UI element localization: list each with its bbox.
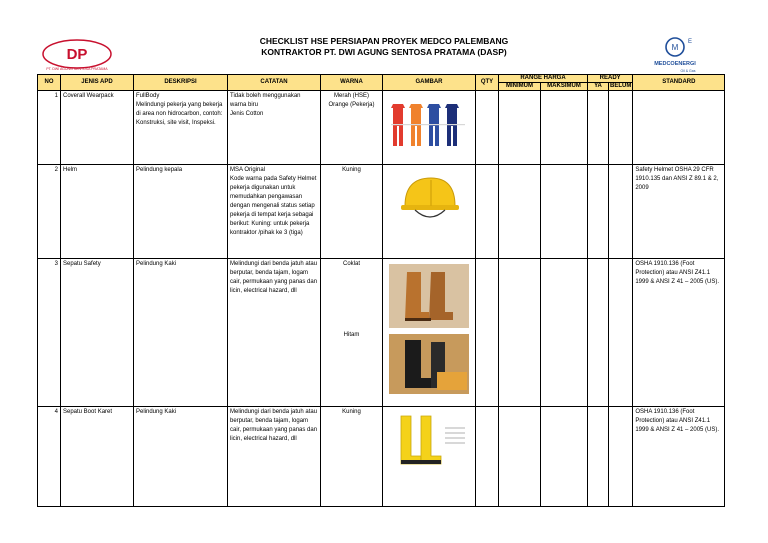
row-standard: Safety Helmet OSHA 29 CFR 1910.135 dan ANSI Z 89.1 & 2, 2009 [633, 165, 725, 259]
row-no: 2 [38, 165, 61, 259]
row-warna-2: Hitam [343, 332, 360, 338]
col-header-range-harga: RANGE HARGA [499, 75, 588, 83]
row-no: 4 [38, 407, 61, 507]
row-jenis: Sepatu Boot Karet [61, 407, 134, 507]
row-standard: OSHA 1910.136 (Foot Protection) atau ANSI Z41.1 1999 & ANSI Z 41 – 2005 (US). [633, 259, 725, 407]
col-header-catatan: CATATAN [228, 75, 321, 91]
table-row [38, 91, 725, 165]
page-subtitle: KONTRAKTOR PT. DWI AGUNG SENTOSA PRATAMA (DASP) [261, 47, 507, 57]
col-header-maksimum: MAKSIMUM [541, 83, 588, 91]
apd-checklist-table [37, 74, 725, 507]
row-ya[interactable] [588, 407, 609, 507]
row-gambar [383, 259, 476, 407]
row-warna: Merah (HSE) Orange (Pekerja) [321, 91, 383, 165]
row-min[interactable] [499, 165, 541, 259]
row-gambar [383, 407, 476, 507]
svg-text:M: M [671, 43, 679, 52]
svg-text:MEDCOENERGI: MEDCOENERGI [654, 61, 696, 67]
row-min[interactable] [499, 407, 541, 507]
col-header-no: NO [38, 75, 61, 91]
col-header-standard: STANDARD [633, 75, 725, 91]
row-ya[interactable] [588, 91, 609, 165]
row-warna: Kuning [321, 165, 383, 259]
row-ya[interactable] [588, 259, 609, 407]
page-title: CHECKLIST HSE PERSIAPAN PROYEK MEDCO PALEMBANG [259, 36, 509, 46]
row-max[interactable] [541, 407, 588, 507]
row-catatan: MSA Original Kode warna pada Safety Helmet pekerja digunakan untuk memudahkan pengawasan dengan mengenali status setiap pekerja di tempat kerja sebagai berikut: Kuning: untuk pekerja kontraktor /pihak ke 3 (tiga) [228, 165, 321, 259]
row-no: 3 [38, 259, 61, 407]
row-gambar [383, 91, 476, 165]
row-warna [321, 259, 383, 407]
row-standard [633, 91, 725, 165]
row-qty[interactable] [476, 91, 499, 165]
col-header-warna: WARNA [321, 75, 383, 91]
safety-boots-icon [387, 262, 471, 330]
row-jenis: Helm [61, 165, 134, 259]
row-max[interactable] [541, 259, 588, 407]
row-catatan: Melindungi dari benda jatuh atau berputar, benda tajam, logam cair, permukaan yang panas dan licin, electrical hazard, dll [228, 407, 321, 507]
row-max[interactable] [541, 165, 588, 259]
rubber-boots-icon [387, 410, 471, 470]
row-gambar [383, 165, 476, 259]
black-boots-icon [387, 332, 471, 396]
dasp-logo [40, 38, 114, 72]
table-row [38, 165, 725, 259]
row-deskripsi: Pelindung Kaki [134, 259, 228, 407]
row-deskripsi: Pelindung kepala [134, 165, 228, 259]
row-no: 1 [38, 91, 61, 165]
row-jenis: Sepatu Safety [61, 259, 134, 407]
row-catatan: Tidak boleh menggunakan warna biru Jenis Cotton [228, 91, 321, 165]
svg-text:DP: DP [66, 46, 88, 63]
col-header-minimum: MINIMUM [499, 83, 541, 91]
svg-text:E: E [688, 39, 693, 45]
helmet-icon [387, 168, 471, 228]
row-catatan: Melindungi dari benda jatuh atau berputar, benda tajam, logam cair, permukaan yang panas dan licin, electrical hazard, dll [228, 259, 321, 407]
table-row [38, 259, 725, 407]
row-belum[interactable] [609, 91, 633, 165]
row-deskripsi: Pelindung Kaki [134, 407, 228, 507]
svg-text:Oil & Gas: Oil & Gas [680, 69, 696, 73]
row-min[interactable] [499, 259, 541, 407]
col-header-ready: READY [588, 75, 633, 83]
row-qty[interactable] [476, 407, 499, 507]
table-row [38, 407, 725, 507]
row-qty[interactable] [476, 165, 499, 259]
medcoenergi-logo [640, 34, 710, 74]
col-header-ya: YA [588, 83, 609, 91]
row-warna-1: Coklat [342, 261, 360, 267]
row-min[interactable] [499, 91, 541, 165]
col-header-gambar: GAMBAR [383, 75, 476, 91]
col-header-deskripsi: DESKRIPSI [134, 75, 228, 91]
row-belum[interactable] [609, 407, 633, 507]
row-jenis: Coverall Wearpack [61, 91, 134, 165]
col-header-qty: QTY [476, 75, 499, 91]
row-qty[interactable] [476, 259, 499, 407]
col-header-belum: BELUM [610, 83, 632, 89]
row-standard: OSHA 1910.136 (Foot Protection) atau ANSI Z41.1 1999 & ANSI Z 41 – 2005 (US). [633, 407, 725, 507]
row-belum[interactable] [609, 165, 633, 259]
row-ya[interactable] [588, 165, 609, 259]
row-max[interactable] [541, 91, 588, 165]
row-deskripsi: FullBody Melindungi pekerja yang bekerja di area non hidrocarbon, contoh: Konstruksi, site visit, Inspeksi. [134, 91, 228, 165]
row-belum[interactable] [609, 259, 633, 407]
row-warna: Kuning [321, 407, 383, 507]
svg-text:PT. DWI AGUNG SENTOSA PRATAMA: PT. DWI AGUNG SENTOSA PRATAMA [46, 67, 108, 71]
col-header-jenis: JENIS APD [61, 75, 134, 91]
coverall-icon [387, 94, 471, 154]
